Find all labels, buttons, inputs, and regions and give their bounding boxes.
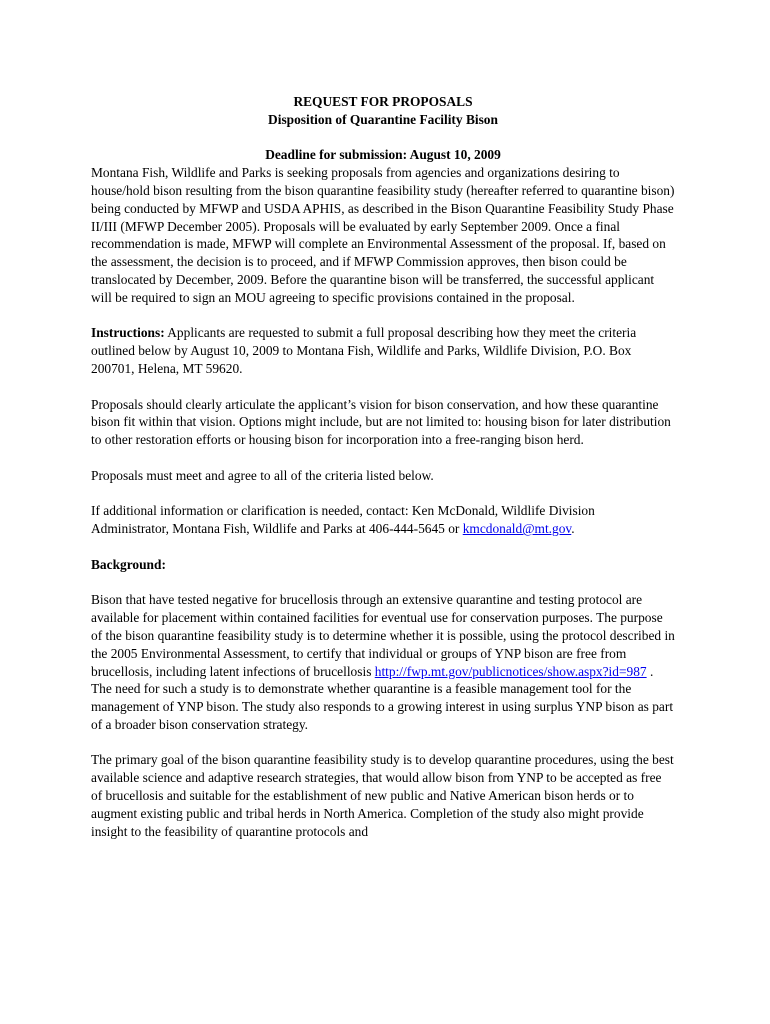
- background-paragraph-2: The primary goal of the bison quarantine feasibility study is to develop quarantine procedures, using the best available science and adaptive research strategies, that would allow bison from YNP to be accepted as free of brucellosis and suitable for the establishment of new public and Native American bison herds or to augment existing public and tribal herds in North America. Completion of the study also might provide insight to the feasibility of quarantine protocols and: [91, 752, 674, 839]
- vision-paragraph: Proposals should clearly articulate the applicant’s vision for bison conservation, and how these quarantine bison fit within that vision. Options might include, but are not limited to: housing bison for later distribution to other restoration efforts or housing bison for incorporation into a free-ranging bison herd.: [91, 396, 671, 448]
- background-paragraph-1: [91, 591, 675, 733]
- background-p1-end: . The need for such a study is to demonstrate whether quarantine is a feasible management tool for the management of YNP bison. The study also responds to a growing interest in using surplus YNP bison as part of a broader bison conservation strategy.: [91, 663, 674, 732]
- document-page: [91, 93, 675, 858]
- background-p1-text: Bison that have tested negative for brucellosis through an extensive quarantine and testing protocol are available for placement within contained facilities for eventual use for conservation purposes. The purpose of the bison quarantine feasibility study is to determine whether it is possible, using the protocol described in the 2005 Environmental Assessment, to certify that individual or groups of YNP bison are free from brucellosis, including latent infections of brucellosis: [91, 592, 675, 679]
- public-notice-link[interactable]: http://fwp.mt.gov/publicnotices/show.aspx?id=987: [374, 663, 647, 679]
- document-title: REQUEST FOR PROPOSALS: [293, 94, 473, 109]
- document-subtitle: Disposition of Quarantine Facility Bison: [268, 111, 498, 127]
- deadline-line: Deadline for submission: August 10, 2009: [265, 147, 501, 163]
- instructions-label: Instructions:: [91, 325, 165, 341]
- criteria-paragraph: Proposals must meet and agree to all of the criteria listed below.: [91, 467, 434, 483]
- instructions-paragraph: [91, 324, 675, 377]
- contact-paragraph: [91, 502, 675, 538]
- contact-text: If additional information or clarification is needed, contact: Ken McDonald, Wildlife Division Administrator, Montana Fish, Wildlife and Parks at 406-444-5645 or: [91, 503, 595, 537]
- background-heading: Background:: [91, 556, 166, 572]
- intro-paragraph: Montana Fish, Wildlife and Parks is seeking proposals from agencies and organizations desiring to house/hold bison resulting from the bison quarantine feasibility study (hereafter referred to quarantine bison) being conducted by MFWP and USDA APHIS, as described in the Bison Quarantine Feasibility Study Phase II/III (MFWP December 2005). Proposals will be evaluated by early September 2009. Once a final recommendation is made, MFWP will complete an Environmental Assessment of the proposal. If, based on the assessment, the decision is to proceed, and if MFWP Commission approves, then bison could be translocated by December, 2009. Before the quarantine bison will be transferred, the successful applicant will be required to sign an MOU agreeing to specific provisions contained in the proposal.: [91, 165, 675, 305]
- contact-end: .: [571, 521, 575, 537]
- instructions-text: Applicants are requested to submit a full proposal describing how they meet the criteria outlined below by August 10, 2009 to Montana Fish, Wildlife and Parks, Wildlife Division, P.O. Box 200701, Helena, MT 59620.: [91, 325, 637, 376]
- contact-email-link[interactable]: kmcdonald@mt.gov: [462, 521, 572, 537]
